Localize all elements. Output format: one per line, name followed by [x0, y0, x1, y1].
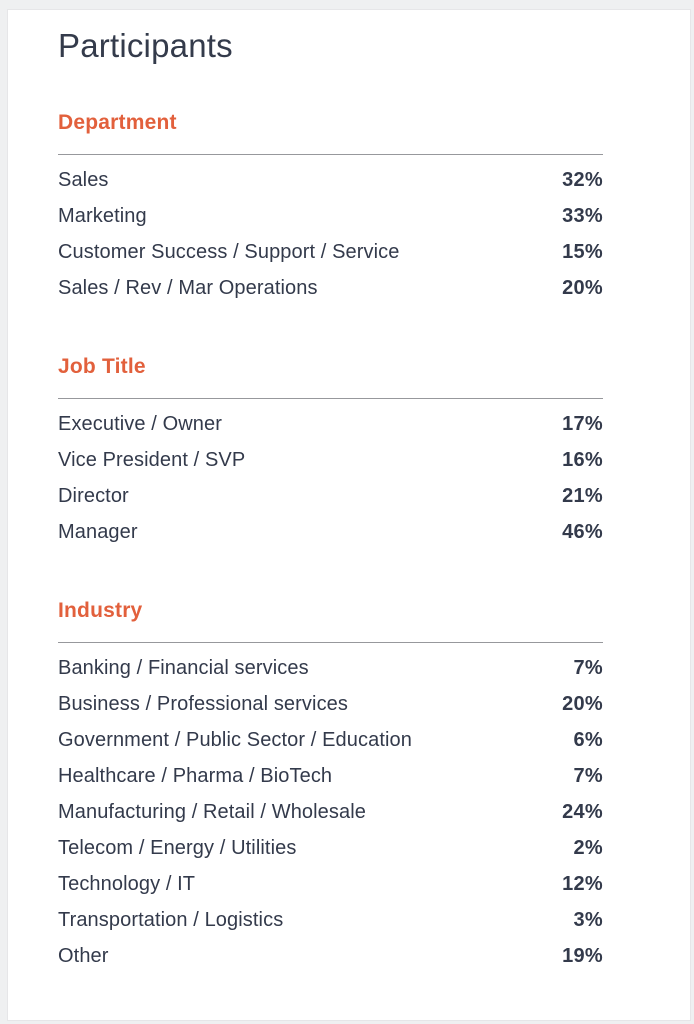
stat-label: Business / Professional services	[58, 693, 348, 715]
stat-value: 15%	[562, 241, 603, 263]
stat-value: 12%	[562, 873, 603, 895]
stat-row	[58, 902, 603, 938]
stat-value: 32%	[562, 169, 603, 191]
stat-row	[58, 198, 603, 234]
section-heading: Job Title	[58, 355, 146, 378]
stat-row	[58, 758, 603, 794]
stat-row	[58, 514, 603, 550]
stat-label: Banking / Financial services	[58, 657, 309, 679]
stat-label: Customer Success / Support / Service	[58, 241, 400, 263]
stat-label: Manufacturing / Retail / Wholesale	[58, 801, 366, 823]
stat-label: Transportation / Logistics	[58, 909, 284, 931]
stat-label: Healthcare / Pharma / BioTech	[58, 765, 333, 787]
stat-rows	[58, 399, 603, 550]
stat-row	[58, 442, 603, 478]
section-industry	[58, 598, 603, 974]
section-job-title	[58, 354, 603, 550]
stat-label: Executive / Owner	[58, 413, 222, 435]
stat-label: Sales	[58, 169, 109, 191]
stat-row	[58, 866, 603, 902]
stat-value: 7%	[573, 765, 603, 787]
stat-value: 21%	[562, 485, 603, 507]
stat-value: 46%	[562, 521, 603, 543]
stat-row	[58, 830, 603, 866]
stat-label: Vice President / SVP	[58, 449, 246, 471]
stat-label: Other	[58, 945, 109, 967]
stat-label: Manager	[58, 521, 138, 543]
stat-label: Government / Public Sector / Education	[58, 729, 412, 751]
section-department	[58, 110, 603, 306]
stat-label: Sales / Rev / Mar Operations	[58, 277, 318, 299]
stat-row	[58, 234, 603, 270]
stat-row	[58, 270, 603, 306]
stat-row	[58, 794, 603, 830]
stat-row	[58, 478, 603, 514]
stat-rows	[58, 155, 603, 306]
stat-rows	[58, 643, 603, 974]
sections-container	[58, 110, 603, 974]
stat-value: 3%	[573, 909, 603, 931]
stat-value: 17%	[562, 413, 603, 435]
stat-row	[58, 650, 603, 686]
stat-value: 16%	[562, 449, 603, 471]
stat-row	[58, 722, 603, 758]
stat-label: Marketing	[58, 205, 147, 227]
stat-value: 24%	[562, 801, 603, 823]
stat-row	[58, 686, 603, 722]
stat-value: 20%	[562, 277, 603, 299]
stat-row	[58, 162, 603, 198]
stat-label: Telecom / Energy / Utilities	[58, 837, 297, 859]
stat-value: 6%	[573, 729, 603, 751]
stat-value: 2%	[573, 837, 603, 859]
section-heading: Industry	[58, 599, 143, 622]
stat-value: 33%	[562, 205, 603, 227]
stat-label: Technology / IT	[58, 873, 196, 895]
stat-value: 20%	[562, 693, 603, 715]
stat-row	[58, 406, 603, 442]
stat-label: Director	[58, 485, 129, 507]
stat-value: 19%	[562, 945, 603, 967]
section-heading: Department	[58, 111, 177, 134]
stat-value: 7%	[573, 657, 603, 679]
stat-row	[58, 938, 603, 974]
page-title: Participants	[58, 27, 233, 64]
card-content	[8, 10, 690, 974]
participants-card	[7, 9, 691, 1021]
